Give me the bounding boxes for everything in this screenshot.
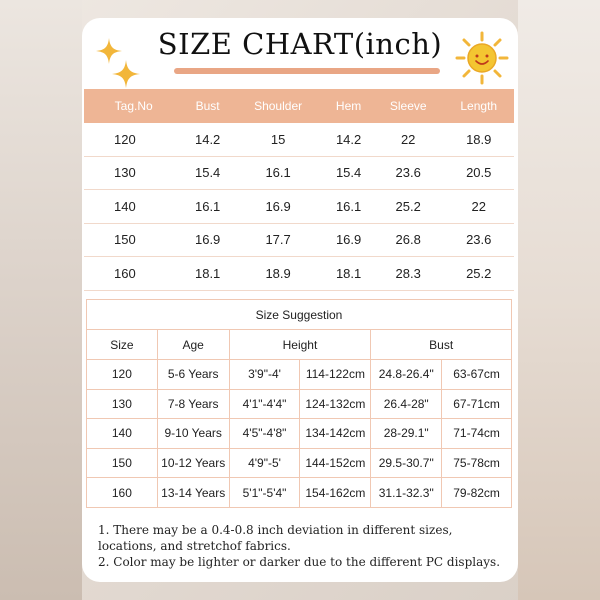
cell: 150 — [84, 223, 183, 257]
table-row — [84, 257, 514, 291]
cell: 22 — [443, 190, 514, 224]
cell: 26.4-28" — [371, 389, 442, 419]
cell: 25.2 — [373, 190, 444, 224]
cell: 79-82cm — [442, 478, 512, 508]
cell: 29.5-30.7" — [371, 448, 442, 478]
cell: 5-6 Years — [157, 360, 229, 390]
size-suggestion-table — [86, 299, 512, 508]
cell: 4'9"-5' — [229, 448, 300, 478]
cell: 114-122cm — [300, 360, 371, 390]
size-chart-table — [84, 89, 514, 291]
note-line: 1. There may be a 0.4-0.8 inch deviation in different sizes, — [98, 523, 453, 537]
cell: 15.4 — [324, 156, 373, 190]
cell: 26.8 — [373, 223, 444, 257]
cell: 154-162cm — [300, 478, 371, 508]
cell: 130 — [87, 389, 158, 419]
cell: 14.2 — [183, 123, 232, 156]
cell: 9-10 Years — [157, 419, 229, 449]
cell: 16.1 — [324, 190, 373, 224]
cell: 160 — [87, 478, 158, 508]
cell: 15 — [232, 123, 324, 156]
header-tag-no: Tag.No — [84, 89, 183, 123]
cell: 160 — [84, 257, 183, 291]
size-suggestion-title: Size Suggestion — [87, 300, 512, 330]
header-bust: Bust — [183, 89, 232, 123]
cell: 22 — [373, 123, 444, 156]
cell: 16.9 — [324, 223, 373, 257]
title-underline — [174, 68, 440, 74]
cell: 18.9 — [443, 123, 514, 156]
cell: 23.6 — [373, 156, 444, 190]
header-hem: Hem — [324, 89, 373, 123]
table-row — [87, 419, 512, 449]
cell: 4'5"-4'8" — [229, 419, 300, 449]
table-row — [87, 389, 512, 419]
cell: 17.7 — [232, 223, 324, 257]
cell: 5'1"-5'4" — [229, 478, 300, 508]
header-size: Size — [87, 330, 158, 360]
note-line: 2. Color may be lighter or darker due to the different PC displays. — [98, 555, 501, 569]
sparkle-icon — [112, 60, 140, 88]
cell: 24.8-26.4" — [371, 360, 442, 390]
cell: 75-78cm — [442, 448, 512, 478]
cell: 4'1"-4'4" — [229, 389, 300, 419]
cell: 120 — [87, 360, 158, 390]
chart-title: SIZE CHART(inch) — [157, 27, 443, 61]
table-header-row — [84, 89, 514, 123]
cell: 14.2 — [324, 123, 373, 156]
header-length: Length — [443, 89, 514, 123]
cell: 18.1 — [183, 257, 232, 291]
cell: 71-74cm — [442, 419, 512, 449]
cell: 23.6 — [443, 223, 514, 257]
table-header-row — [87, 330, 512, 360]
cell: 140 — [87, 419, 158, 449]
cell: 25.2 — [443, 257, 514, 291]
cell: 150 — [87, 448, 158, 478]
cell: 67-71cm — [442, 389, 512, 419]
cell: 130 — [84, 156, 183, 190]
cell: 3'9"-4' — [229, 360, 300, 390]
cell: 140 — [84, 190, 183, 224]
header-bust: Bust — [371, 330, 512, 360]
header-age: Age — [157, 330, 229, 360]
table-row — [87, 360, 512, 390]
cell: 10-12 Years — [157, 448, 229, 478]
table-row — [87, 448, 512, 478]
cell: 28.3 — [373, 257, 444, 291]
cell: 31.1-32.3" — [371, 478, 442, 508]
note-line: locations, and stretchof fabrics. — [98, 539, 291, 553]
cell: 16.1 — [183, 190, 232, 224]
cell: 28-29.1" — [371, 419, 442, 449]
table-row — [84, 156, 514, 190]
cell: 13-14 Years — [157, 478, 229, 508]
header-height: Height — [229, 330, 371, 360]
cell: 15.4 — [183, 156, 232, 190]
cell: 18.1 — [324, 257, 373, 291]
table-row — [84, 223, 514, 257]
cell: 120 — [84, 123, 183, 156]
notes — [98, 522, 518, 570]
sun-icon — [454, 30, 510, 86]
cell: 16.9 — [183, 223, 232, 257]
cell: 63-67cm — [442, 360, 512, 390]
table-row — [87, 478, 512, 508]
cell: 134-142cm — [300, 419, 371, 449]
cell: 20.5 — [443, 156, 514, 190]
cell: 7-8 Years — [157, 389, 229, 419]
cell: 16.1 — [232, 156, 324, 190]
cell: 124-132cm — [300, 389, 371, 419]
cell: 144-152cm — [300, 448, 371, 478]
header-shoulder: Shoulder — [232, 89, 324, 123]
header-sleeve: Sleeve — [373, 89, 444, 123]
table-row — [84, 123, 514, 156]
cell: 18.9 — [232, 257, 324, 291]
background-right — [518, 0, 600, 600]
table-row — [84, 190, 514, 224]
cell: 16.9 — [232, 190, 324, 224]
background-left — [0, 0, 82, 600]
